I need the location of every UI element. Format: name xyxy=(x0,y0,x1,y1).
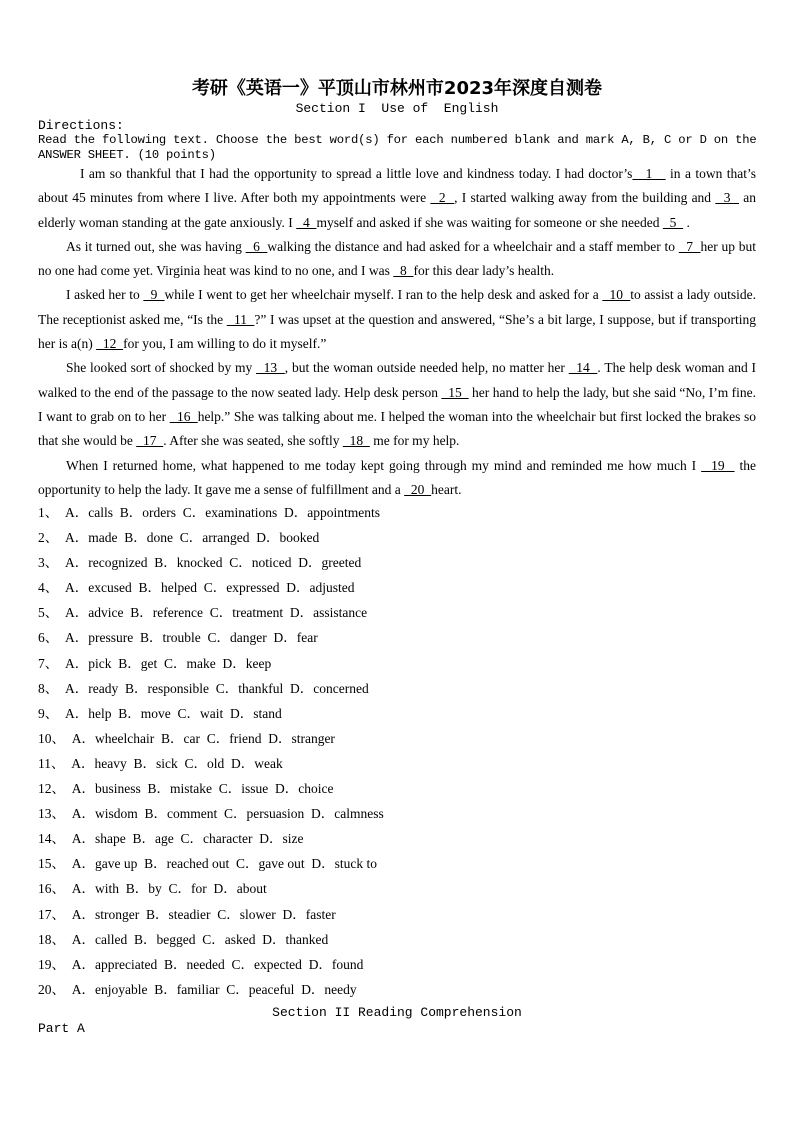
option-a: A．enjoyable xyxy=(71,981,148,997)
question-number: 20、 xyxy=(38,981,65,997)
blank-14: 14 xyxy=(568,360,598,376)
spacer xyxy=(173,530,180,545)
passage-paragraph xyxy=(38,162,756,235)
option-d: D．stand xyxy=(230,705,282,721)
option-c: C．peaceful xyxy=(226,981,295,997)
passage-text: As it turned out, she was having xyxy=(66,238,246,254)
passage-text: me for my help. xyxy=(369,433,460,449)
passage-text: to assist a lady outside. The receptionist asked me, “Is the xyxy=(38,287,756,327)
spacer xyxy=(58,505,65,520)
blank-17: 17 xyxy=(136,433,164,449)
spacer xyxy=(58,555,65,570)
blank-7: 7 xyxy=(678,238,701,254)
option-c: C．thankful xyxy=(215,680,284,696)
passage-text: . The help desk woman and I walked to the end of the passage to the now seated lady. Help desk person xyxy=(38,360,757,400)
option-c: C．make xyxy=(164,655,216,671)
option-d: D．concerned xyxy=(289,680,369,696)
spacer xyxy=(154,731,161,746)
option-d: D．about xyxy=(213,881,267,897)
question-number: 19、 xyxy=(38,956,65,972)
option-a: A．appreciated xyxy=(71,956,158,972)
passage-text: the opportunity to help the lady. It gave me a sense of fulfillment and a xyxy=(38,457,756,497)
spacer xyxy=(65,957,72,972)
spacer xyxy=(157,656,164,671)
question-row xyxy=(38,525,538,550)
option-d: D．adjusted xyxy=(286,580,355,596)
option-c: C．asked xyxy=(202,931,256,947)
question-number: 7、 xyxy=(38,655,59,671)
spacer xyxy=(203,605,210,620)
spacer xyxy=(229,856,236,871)
question-row xyxy=(38,500,538,525)
spacer xyxy=(58,630,65,645)
section-heading-use-of-english: Section I Use of English xyxy=(295,101,499,116)
option-b: B．knocked xyxy=(154,555,223,571)
spacer xyxy=(65,806,72,821)
option-b: B．helped xyxy=(138,580,197,596)
directions-label: Directions: xyxy=(38,118,124,133)
blank-6: 6 xyxy=(245,238,268,254)
option-b: B．car xyxy=(160,730,200,746)
question-number: 4、 xyxy=(38,580,59,596)
option-b: B．age xyxy=(132,831,174,847)
option-c: C．friend xyxy=(206,730,262,746)
question-number: 8、 xyxy=(38,680,59,696)
option-b: B．move xyxy=(118,705,171,721)
option-a: A．pressure xyxy=(65,630,134,646)
option-d: D．fear xyxy=(273,630,318,646)
question-row xyxy=(38,625,538,650)
cloze-passage xyxy=(38,162,756,502)
spacer xyxy=(133,630,140,645)
option-c: C．persuasion xyxy=(224,806,305,822)
option-c: C．character xyxy=(180,831,253,847)
option-c: C．expected xyxy=(231,956,302,972)
option-d: D．found xyxy=(308,956,364,972)
option-b: B．needed xyxy=(163,956,225,972)
spacer xyxy=(216,656,223,671)
question-number: 13、 xyxy=(38,806,65,822)
option-c: C．wait xyxy=(177,705,224,721)
spacer xyxy=(174,831,181,846)
passage-text: , I started walking away from the building and xyxy=(454,190,716,206)
blank-4: 4 xyxy=(296,214,317,230)
option-a: A．with xyxy=(71,881,119,897)
spacer xyxy=(200,731,207,746)
option-a: A．heavy xyxy=(71,755,127,771)
option-b: B．responsible xyxy=(124,680,209,696)
option-c: C．examinations xyxy=(182,505,278,520)
blank-8: 8 xyxy=(393,263,414,279)
part-a-label: Part A xyxy=(38,1021,85,1036)
option-c: C．old xyxy=(184,755,225,771)
option-b: B．orders xyxy=(119,505,176,520)
question-number: 16、 xyxy=(38,881,65,897)
spacer xyxy=(171,706,178,721)
option-c: C．expressed xyxy=(203,580,280,596)
option-d: D．stuck to xyxy=(311,856,377,872)
question-number: 6、 xyxy=(38,630,59,646)
spacer xyxy=(197,580,204,595)
option-d: D．faster xyxy=(282,906,336,922)
spacer xyxy=(119,881,126,896)
spacer xyxy=(127,932,134,947)
spacer xyxy=(118,681,125,696)
passage-text: walking the distance and had asked for a wheelchair and a staff member to xyxy=(267,238,679,254)
spacer xyxy=(65,731,72,746)
directions-text: Read the following text. Choose the best word(s) for each numbered blank and mark A, B, C or D on the ANSWER SHEET. (10 points) xyxy=(38,133,757,162)
passage-text: her hand to help the lady, but she said “No, I’m fine. I want to grab on to her xyxy=(38,384,756,424)
passage-paragraph xyxy=(38,283,756,356)
question-number: 2、 xyxy=(38,530,59,546)
passage-text: . After she was seated, she softly xyxy=(163,433,343,449)
blank-11: 11 xyxy=(226,311,255,327)
question-number: 5、 xyxy=(38,605,59,621)
option-d: D．size xyxy=(259,831,304,847)
spacer xyxy=(65,982,72,997)
passage-text: She looked sort of shocked by my xyxy=(66,360,257,376)
option-d: D．greeted xyxy=(298,555,362,571)
question-row xyxy=(38,651,538,676)
question-number: 9、 xyxy=(38,705,59,721)
blank-9: 9 xyxy=(143,287,165,303)
blank-20: 20 xyxy=(404,481,432,497)
option-a: A．business xyxy=(71,781,141,797)
spacer xyxy=(65,907,72,922)
spacer xyxy=(283,681,290,696)
option-d: D．weak xyxy=(231,755,283,771)
passage-text: . xyxy=(683,214,690,230)
blank-2: 2 xyxy=(430,190,455,206)
question-row xyxy=(38,701,538,726)
spacer xyxy=(302,957,309,972)
spacer xyxy=(162,881,169,896)
passage-text: her up but no one had come yet. Virginia heat was kind to no one, and I was xyxy=(38,238,756,279)
option-a: A．gave up xyxy=(71,856,138,872)
spacer xyxy=(138,806,145,821)
blank-15: 15 xyxy=(441,384,469,400)
question-row xyxy=(38,977,538,1002)
blank-19: 19 xyxy=(701,457,735,473)
blank-13: 13 xyxy=(256,360,285,376)
option-c: C．gave out xyxy=(235,856,305,872)
question-number: 18、 xyxy=(38,931,65,947)
option-a: A．pick xyxy=(65,655,112,671)
blank-12: 12 xyxy=(96,336,124,352)
blank-18: 18 xyxy=(342,433,370,449)
option-b: B．done xyxy=(124,530,173,546)
option-b: B．begged xyxy=(133,931,196,947)
spacer xyxy=(58,530,65,545)
passage-text: while I went to get her wheelchair myself. I ran to the help desk and asked for a xyxy=(164,287,603,303)
option-d: D．thanked xyxy=(262,931,329,947)
option-d: D．calmness xyxy=(311,806,384,822)
spacer xyxy=(58,656,65,671)
option-c: C．danger xyxy=(207,630,267,646)
page-title: 考研《英语一》平顶山市林州市2023年深度自测卷 xyxy=(191,78,603,99)
question-number: 15、 xyxy=(38,856,65,872)
blank-1: 1 xyxy=(632,166,666,181)
option-c: C．slower xyxy=(217,906,276,922)
spacer xyxy=(58,706,65,721)
spacer xyxy=(126,831,133,846)
passage-text: I am so thankful that I had the opportunity to spread a little love and kindness today. I had doctor’s xyxy=(80,166,633,181)
spacer xyxy=(217,806,224,821)
option-b: B．trouble xyxy=(139,630,201,646)
spacer xyxy=(65,831,72,846)
blank-10: 10 xyxy=(602,287,631,303)
passage-text: When I returned home, what happened to me today kept going through my mind and reminded me how much I xyxy=(66,457,702,473)
spacer xyxy=(283,605,290,620)
spacer xyxy=(141,781,148,796)
spacer xyxy=(207,881,214,896)
option-b: B．comment xyxy=(144,806,218,822)
option-d: D．needy xyxy=(301,981,357,997)
option-c: C．issue xyxy=(218,781,269,797)
option-a: A．ready xyxy=(65,680,119,696)
question-row xyxy=(38,927,538,952)
passage-text: help.” She was talking about me. I helped the woman into the wheelchair but first locked the brakes so that she would be xyxy=(38,408,757,449)
passage-paragraph xyxy=(38,454,756,503)
question-row xyxy=(38,550,538,575)
question-row xyxy=(38,826,538,851)
question-row xyxy=(38,726,538,751)
question-number: 11、 xyxy=(38,755,65,771)
passage-text: heart. xyxy=(431,481,462,497)
option-b: B．get xyxy=(118,655,158,671)
spacer xyxy=(212,781,219,796)
question-row xyxy=(38,801,538,826)
passage-text: for you, I am willing to do it myself.” xyxy=(123,336,327,352)
passage-text: ?” I was upset at the question and answered, “She’s a bit large, I suppose, but if transporting her is a(n) xyxy=(38,311,756,352)
spacer xyxy=(176,505,183,520)
spacer xyxy=(223,706,230,721)
passage-text: in a town that’s about 45 minutes from where I live. After both my appointments were xyxy=(38,166,757,206)
passage-paragraph xyxy=(38,356,756,453)
option-d: D．booked xyxy=(256,530,320,546)
passage-paragraph xyxy=(38,235,756,284)
blank-5: 5 xyxy=(662,214,684,230)
spacer xyxy=(157,957,164,972)
option-d: D．stranger xyxy=(268,730,335,746)
option-a: A．calls xyxy=(65,505,113,520)
option-a: A．excused xyxy=(65,580,132,596)
spacer xyxy=(65,856,72,871)
passage-text: an elderly woman standing at the gate anxiously. I xyxy=(38,190,756,230)
passage-text: for this dear lady’s health. xyxy=(413,263,555,279)
option-b: B．by xyxy=(125,881,162,897)
question-number: 17、 xyxy=(38,906,65,922)
option-a: A．recognized xyxy=(65,555,148,571)
spacer xyxy=(277,505,284,520)
option-c: C．for xyxy=(168,881,207,897)
option-a: A．made xyxy=(65,530,118,546)
question-number: 14、 xyxy=(38,831,65,847)
passage-text: myself and asked if she was waiting for someone or she needed xyxy=(316,214,663,230)
option-b: B．reference xyxy=(130,605,203,621)
option-a: A．advice xyxy=(65,605,124,621)
question-row xyxy=(38,751,538,776)
option-a: A．called xyxy=(71,931,128,947)
question-number: 1、 xyxy=(38,505,59,520)
question-number: 10、 xyxy=(38,730,65,746)
blank-3: 3 xyxy=(715,190,739,206)
spacer xyxy=(58,681,65,696)
spacer xyxy=(58,580,65,595)
question-row xyxy=(38,600,538,625)
option-a: A．stronger xyxy=(71,906,140,922)
question-row xyxy=(38,851,538,876)
option-d: D．appointments xyxy=(284,505,380,520)
option-c: C．treatment xyxy=(209,605,284,621)
option-a: A．help xyxy=(65,705,112,721)
spacer xyxy=(209,681,216,696)
option-b: B．sick xyxy=(133,755,178,771)
spacer xyxy=(304,806,311,821)
spacer xyxy=(113,505,120,520)
option-b: B．familiar xyxy=(154,981,220,997)
option-b: B．steadier xyxy=(146,906,211,922)
question-options-list xyxy=(38,500,538,1002)
question-number: 3、 xyxy=(38,555,59,571)
spacer xyxy=(65,881,72,896)
section-heading-reading-comprehension: Section II Reading Comprehension xyxy=(272,1005,522,1020)
option-b: B．reached out xyxy=(144,856,230,872)
option-c: C．arranged xyxy=(179,530,250,546)
question-row xyxy=(38,676,538,701)
spacer xyxy=(139,907,146,922)
question-row xyxy=(38,776,538,801)
question-row xyxy=(38,876,538,901)
option-a: A．wheelchair xyxy=(71,730,155,746)
spacer xyxy=(178,756,185,771)
option-a: A．wisdom xyxy=(71,806,138,822)
passage-text: , but the woman outside needed help, no matter her xyxy=(284,360,569,376)
option-d: D．choice xyxy=(275,781,334,797)
spacer xyxy=(224,756,231,771)
option-d: D．keep xyxy=(222,655,272,671)
question-number: 12、 xyxy=(38,781,65,797)
spacer xyxy=(65,781,72,796)
question-row xyxy=(38,575,538,600)
passage-text: I asked her to xyxy=(66,287,144,303)
option-c: C．noticed xyxy=(229,555,292,571)
spacer xyxy=(58,605,65,620)
option-b: B．mistake xyxy=(147,781,213,797)
option-d: D．assistance xyxy=(289,605,368,621)
option-a: A．shape xyxy=(71,831,126,847)
spacer xyxy=(65,932,72,947)
blank-16: 16 xyxy=(169,408,198,424)
question-row xyxy=(38,952,538,977)
question-row xyxy=(38,902,538,927)
